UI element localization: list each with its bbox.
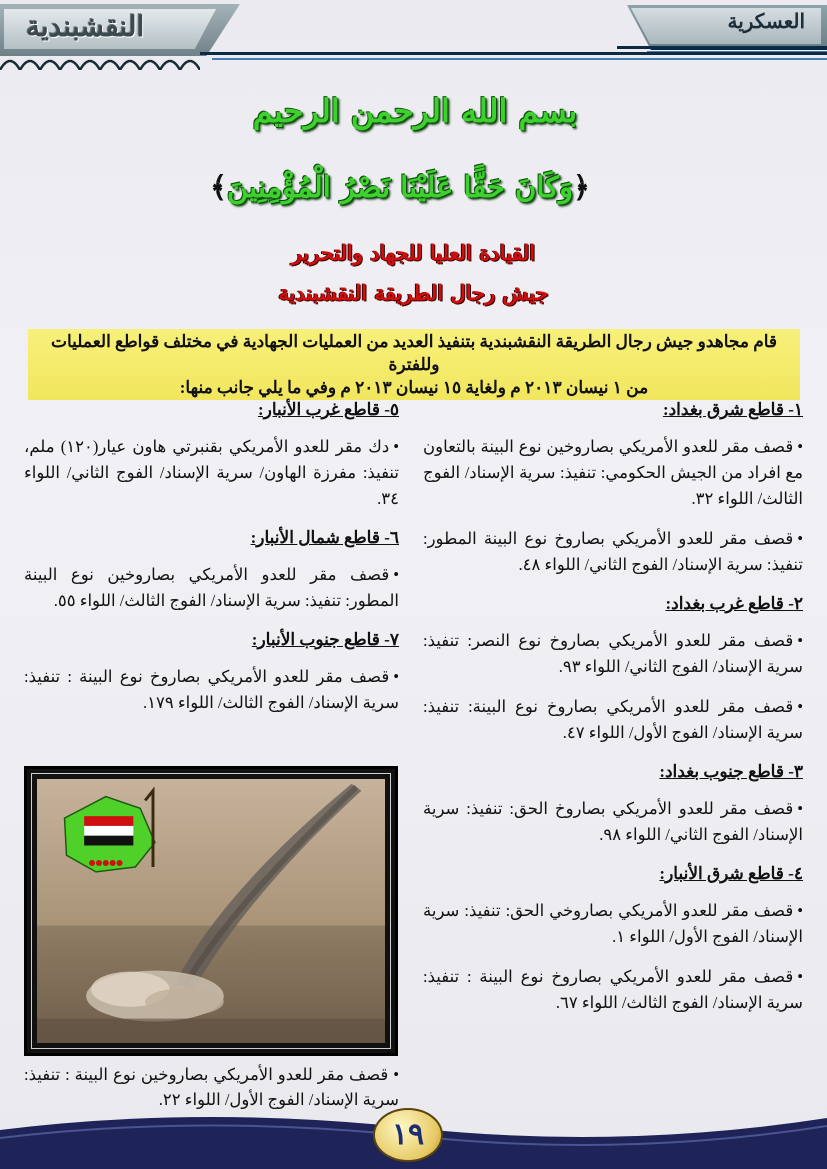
- section: [24, 526, 399, 614]
- item-text: قصف مقر للعدو الأمريكي بصاروخ نوع البينة المطور: تنفيذ: سرية الإسناد/ الفوج الثاني/ اللواء ٤٨.: [423, 529, 803, 574]
- bullet: •: [393, 1065, 399, 1084]
- right-column: [423, 398, 803, 1030]
- section-title: ٣- قاطع جنوب بغداد:: [659, 762, 803, 781]
- list-item: [423, 628, 803, 680]
- section: [423, 592, 803, 746]
- list-item: [423, 526, 803, 578]
- item-text: قصف مقر للعدو الأمريكي بصاروخ نوع البينة : تنفيذ: سرية الإسناد/ الفوج الثالث/ اللواء ٦٧.: [423, 967, 803, 1012]
- header-rule-left-accent: [212, 58, 827, 60]
- left-column: [24, 398, 399, 730]
- section: [24, 398, 399, 512]
- intro-line1: قام مجاهدو جيش رجال الطريقة النقشبندية بتنفيذ العديد من العمليات الجهادية في مختلف قواطع العمليات وللفترة: [50, 332, 778, 374]
- bullet: •: [797, 967, 803, 986]
- quran-verse: [210, 170, 590, 222]
- bullet: •: [393, 667, 399, 686]
- page-number: ١٩: [373, 1108, 443, 1162]
- item-text: قصف مقر للعدو الأمريكي بصاروخ نوع البينة : تنفيذ: سرية الإسناد/ الفوج الثالث/ اللواء ١٧٩.: [24, 667, 399, 712]
- section: [423, 760, 803, 848]
- item-text: قصف مقر للعدو الأمريكي بصاروخ نوع البينة: تنفيذ: سرية الإسناد/ الفوج الأول/ اللواء ٤٧.: [423, 697, 803, 742]
- bullet: •: [797, 631, 803, 650]
- item-text: قصف مقر للعدو الأمريكي بصاروخين نوع البينة بالتعاون مع افراد من الجيش الحكومي: تنفيذ: سرية الإسناد/ الفوج الثالث/ اللواء ٣٢.: [423, 437, 803, 508]
- section-title: ٥- قاطع غرب الأنبار:: [257, 400, 399, 419]
- list-item: [24, 562, 399, 614]
- section-title: ٧- قاطع جنوب الأنبار:: [251, 630, 399, 649]
- item-text: قصف مقر للعدو الأمريكي بصاروخين نوع البينة المطور: تنفيذ: سرية الإسناد/ الفوج الثالث/ اللواء ٥٥.: [24, 565, 399, 610]
- item-text: قصف مقر للعدو الأمريكي بصاروخ الحق: تنفيذ: سرية الإسناد/ الفوج الثاني/ اللواء ٩٨.: [423, 799, 803, 844]
- list-item: [24, 434, 399, 512]
- intro-paragraph: [28, 329, 800, 400]
- bullet: •: [797, 799, 803, 818]
- svg-text:●●●●●: ●●●●●: [88, 858, 123, 868]
- photo-scene: [37, 779, 385, 1043]
- bullet: •: [797, 529, 803, 548]
- section-title: ٦- قاطع شمال الأنبار:: [250, 528, 399, 547]
- bullet: •: [393, 565, 399, 584]
- org-title-line2: جيش رجال الطريقة النقشبندية: [278, 280, 549, 305]
- bullet: •: [797, 697, 803, 716]
- bullet: •: [393, 437, 399, 456]
- magazine-name: النقشبندية: [26, 10, 145, 43]
- section: [423, 862, 803, 1016]
- section: [24, 628, 399, 716]
- rocket-launch-photo: [24, 766, 398, 1056]
- list-item: [423, 964, 803, 1016]
- list-item: [423, 694, 803, 746]
- header-rule-left: [200, 52, 827, 55]
- section-title: ٢- قاطع غرب بغداد:: [665, 594, 803, 613]
- caption-text: قصف مقر للعدو الأمريكي بصاروخين نوع البينة : تنفيذ: سرية الإسناد/ الفوج الأول/ اللواء ٢٢.: [24, 1065, 399, 1109]
- scallop-ornament: [0, 52, 200, 70]
- photo-image: [37, 779, 385, 1043]
- item-text: دك مقر للعدو الأمريكي بقنبرتي هاون عيار(١٢٠) ملم، تنفيذ: مفرزة الهاون/ سرية الإسناد/ الفوج الثاني/ اللواء ٣٤.: [24, 437, 399, 508]
- section-title: ١- قاطع شرق بغداد:: [662, 400, 803, 419]
- item-text: قصف مقر للعدو الأمريكي بصاروخ نوع النصر: تنفيذ: سرية الإسناد/ الفوج الثاني/ اللواء ٩٣.: [423, 631, 803, 676]
- intro-line2: من ١ نيسان ٢٠١٣ م ولغاية ١٥ نيسان ٢٠١٣ م وفي ما يلي جانب منها:: [179, 378, 649, 397]
- bullet: •: [797, 901, 803, 920]
- org-title-line1: القيادة العليا للجهاد والتحرير: [291, 240, 536, 265]
- verse-open-bracket: ﴿: [573, 170, 590, 204]
- list-item: [423, 796, 803, 848]
- list-item: [24, 664, 399, 716]
- verse-close-bracket: ﴾: [210, 170, 228, 204]
- basmala-calligraphy: بسم الله الرحمن الرحيم: [252, 92, 578, 130]
- header-rule: [617, 46, 827, 49]
- item-text: قصف مقر للعدو الأمريكي بصاروخي الحق: تنفيذ: سرية الإسناد/ الفوج الأول/ اللواء ١.: [423, 901, 803, 946]
- section: [423, 398, 803, 578]
- list-item: [423, 898, 803, 950]
- section-title: ٤- قاطع شرق الأنبار:: [659, 864, 803, 883]
- section-tab-label: العسكرية: [727, 9, 805, 33]
- verse-text: وَكَانَ حَقًّا عَلَيْنَا نَصْرُ الْمُؤْمِنِينَ: [227, 170, 573, 204]
- list-item: [423, 434, 803, 512]
- bullet: •: [797, 437, 803, 456]
